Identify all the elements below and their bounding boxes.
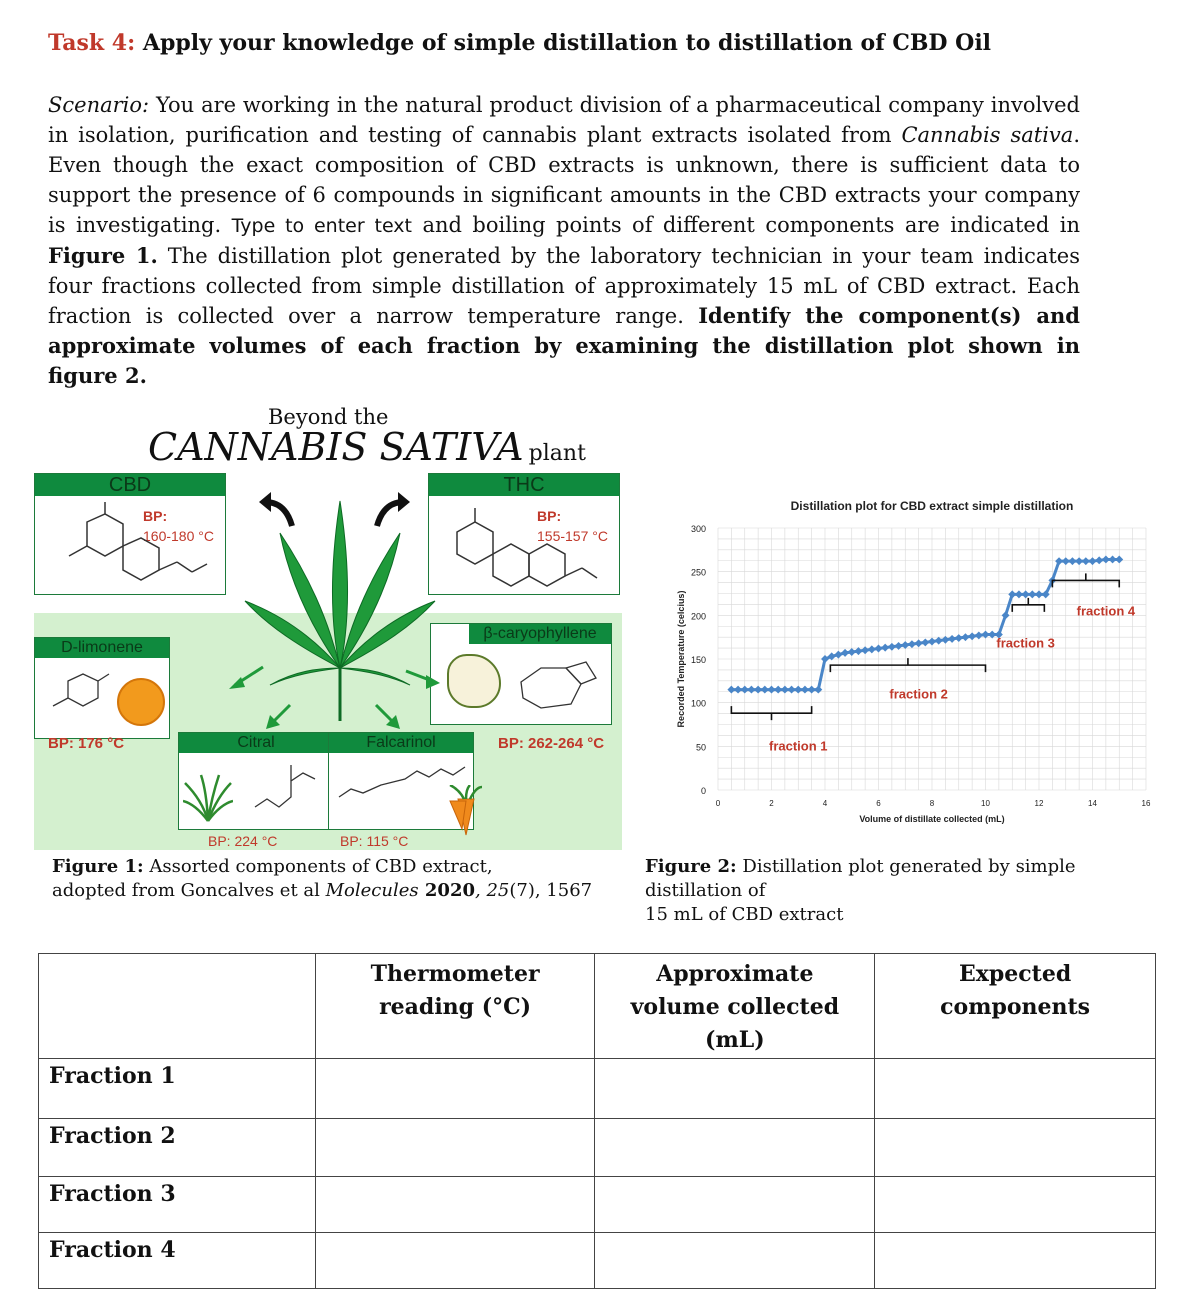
x-tick-label: 12 <box>1034 799 1044 808</box>
citral-header: Citral <box>179 733 333 753</box>
limonene-bp: BP: 176 °C <box>48 735 125 752</box>
header-components-line1: Expected <box>959 961 1072 987</box>
figure1-ref: Figure 1. <box>48 243 158 268</box>
arrow-limonene-icon <box>227 663 267 693</box>
data-point <box>955 634 963 642</box>
clove-flower-icon <box>447 654 501 708</box>
scenario-part1: You are working in the natural product division of a pharmaceutical company involved in isolation, purification and testing of cannabis plant extracts isolated from <box>48 93 1080 147</box>
thc-bp-value: 155-157 °C <box>537 528 608 544</box>
fraction-annotation: fraction 1 <box>768 738 828 754</box>
y-tick-label: 0 <box>700 786 706 796</box>
x-tick-label: 2 <box>769 799 774 808</box>
thc-structure-icon <box>437 502 612 592</box>
orange-fruit-icon <box>117 678 165 726</box>
table-row <box>39 1233 1156 1289</box>
falcarinol-bp: BP: 115 °C <box>340 833 409 849</box>
figure1-caption-label: Figure 1: <box>52 856 144 877</box>
fraction-3-label: Fraction 3 <box>39 1177 316 1233</box>
figure2-caption-text: Distillation plot generated by simple distillation of <box>645 856 1076 901</box>
table-row <box>39 1059 1156 1119</box>
fraction-annotation: fraction 2 <box>889 686 948 702</box>
cbd-bp-value: 160-180 °C <box>143 528 214 544</box>
fraction-3-components-cell[interactable] <box>875 1177 1156 1233</box>
data-point <box>961 633 969 641</box>
x-axis-label: Volume of distillate collected (mL) <box>859 814 1005 824</box>
caryophyllene-structure-icon <box>511 652 606 722</box>
fraction-1-label: Fraction 1 <box>39 1059 316 1119</box>
scenario-species: Cannabis sativa <box>901 123 1074 147</box>
figure1-caption-volume: , 25 <box>475 880 510 901</box>
data-point <box>935 637 943 645</box>
header-volume-line1: Approximate <box>656 961 814 987</box>
y-tick-label: 300 <box>690 524 706 534</box>
distillation-plot <box>648 490 1168 835</box>
x-tick-label: 0 <box>715 799 721 808</box>
cbd-box <box>34 473 226 595</box>
task-label: Task 4: <box>48 30 136 56</box>
figure2-chart <box>648 490 1168 835</box>
caryophyllene-box <box>430 623 612 725</box>
thc-header: THC <box>429 474 619 496</box>
data-point <box>821 655 829 663</box>
data-point <box>915 639 923 647</box>
data-point <box>975 631 983 639</box>
thc-box <box>428 473 620 595</box>
data-point <box>834 651 842 659</box>
x-tick-label: 8 <box>929 799 935 808</box>
figure1 <box>32 405 622 850</box>
data-point <box>921 638 929 646</box>
x-tick-label: 4 <box>822 799 828 808</box>
y-tick-label: 50 <box>695 742 706 753</box>
cbd-header: CBD <box>35 474 225 496</box>
data-point <box>848 648 856 656</box>
fraction-1-volume-cell[interactable] <box>595 1059 875 1119</box>
data-point <box>814 686 822 694</box>
citral-structure-icon <box>249 757 329 817</box>
fraction-2-label: Fraction 2 <box>39 1119 316 1177</box>
answer-table <box>38 953 1156 1289</box>
figure2-caption-label: Figure 2: <box>645 856 737 877</box>
data-point <box>1095 556 1103 564</box>
data-point <box>841 649 849 657</box>
data-point <box>1089 557 1097 565</box>
scenario-part2: . Even though the exact composition of CBD extracts is unknown, there is sufficient data to support the presence of 6 compounds in significant amounts in the CBD extracts your company is investigating. <box>48 123 1080 237</box>
data-point <box>888 643 896 651</box>
caryophyllene-bp: BP: 262-264 °C <box>498 735 605 752</box>
y-tick-label: 200 <box>690 611 706 622</box>
y-axis-label: Recorded Temperature (celcius) <box>676 590 686 728</box>
figure2-caption-line2: 15 mL of CBD extract <box>645 904 844 925</box>
header-components-line2: components <box>940 994 1091 1020</box>
task-title <box>48 30 991 56</box>
figure2-caption <box>645 855 1175 927</box>
chart-title: Distillation plot for CBD extract simple distillation <box>790 499 1074 513</box>
citral-bp: BP: 224 °C <box>208 833 278 849</box>
arrow-falcarinol-icon <box>372 701 402 731</box>
scenario-lead: Scenario: <box>48 93 150 117</box>
fraction-3-temperature-cell[interactable] <box>315 1177 595 1233</box>
figure1-caption-rest: (7), 1567 <box>509 880 593 901</box>
figure1-caption <box>52 855 592 903</box>
data-point <box>968 632 976 640</box>
fraction-4-temperature-cell[interactable] <box>315 1233 595 1289</box>
header-volume-line3: (mL) <box>705 1027 765 1053</box>
fraction-annotation: fraction 3 <box>996 635 1055 651</box>
header-thermometer-line2: reading (°C) <box>379 994 532 1020</box>
fraction-1-components-cell[interactable] <box>875 1059 1156 1119</box>
header-thermometer-line1: Thermometer <box>370 961 540 987</box>
fraction-bracket <box>1052 580 1119 587</box>
fraction-annotation: fraction 4 <box>1076 603 1136 619</box>
scenario-part3: and boiling points of different components are indicated in <box>412 213 1080 237</box>
limonene-box <box>34 637 170 739</box>
limonene-header: D-limonene <box>35 638 169 658</box>
fraction-bracket <box>830 665 985 672</box>
figure1-plant: plant <box>528 441 586 466</box>
figure1-caption-source: adopted from Goncalves et al <box>52 880 326 901</box>
y-tick-label: 100 <box>690 698 706 709</box>
header-volume-line2: volume collected <box>630 994 840 1020</box>
fraction-4-components-cell[interactable] <box>875 1233 1156 1289</box>
y-tick-label: 250 <box>690 567 706 578</box>
header-thermometer <box>315 954 595 1059</box>
lemongrass-icon <box>183 773 233 823</box>
fraction-2-components-cell[interactable] <box>875 1119 1156 1177</box>
table-header-row <box>39 954 1156 1059</box>
fraction-2-volume-cell[interactable] <box>595 1119 875 1177</box>
limonene-structure-icon <box>43 666 113 726</box>
caryophyllene-header: β-caryophyllene <box>469 624 611 644</box>
arrow-citral-icon <box>264 701 294 731</box>
header-blank-cell <box>39 954 316 1059</box>
fraction-bracket <box>1012 605 1044 612</box>
y-tick-label: 150 <box>690 655 706 665</box>
citral-box <box>178 732 334 830</box>
data-point <box>908 640 916 648</box>
data-point <box>895 642 903 650</box>
data-point <box>868 645 876 653</box>
scenario-instruction: Identify the component(s) and approximate volumes of each fraction by examining the distillation plot shown in figure 2. <box>48 303 1080 388</box>
figure1-headline-text: CANNABIS SATIVA <box>148 425 524 469</box>
figure1-caption-journal: Molecules <box>325 880 419 901</box>
data-point <box>928 638 936 646</box>
task-heading: Apply your knowledge of simple distillation to distillation of CBD Oil <box>142 30 992 56</box>
cbd-structure-icon <box>47 502 217 592</box>
header-volume <box>595 954 875 1059</box>
arrow-caryophyllene-icon <box>402 663 442 693</box>
figure1-headline <box>148 425 586 469</box>
fraction-3-volume-cell[interactable] <box>595 1177 875 1233</box>
scenario-part4: The distillation plot generated by the laboratory technician in your team indicates four fractions collected from simple distillation of approximately 15 mL of CBD extract. Each fraction is collected over a narrow temperature range. <box>48 244 1081 328</box>
table-row <box>39 1119 1156 1177</box>
scenario-paragraph <box>48 90 1080 391</box>
data-point <box>861 646 869 654</box>
fraction-4-label: Fraction 4 <box>39 1233 316 1289</box>
cbd-bp-label: BP: <box>143 508 168 524</box>
figure1-beyond: Beyond the <box>268 405 389 429</box>
type-to-enter-text-box[interactable]: Type to enter text <box>231 215 412 237</box>
x-tick-label: 10 <box>981 799 990 808</box>
falcarinol-header: Falcarinol <box>329 733 473 753</box>
fraction-2-temperature-cell[interactable] <box>315 1119 595 1177</box>
x-tick-label: 16 <box>1141 799 1151 808</box>
data-point <box>1002 611 1010 619</box>
data-point <box>948 635 956 643</box>
x-tick-label: 14 <box>1088 799 1097 808</box>
x-tick-label: 6 <box>876 799 881 808</box>
thc-bp-label: BP: <box>537 508 562 524</box>
table-row <box>39 1177 1156 1233</box>
data-point <box>881 644 889 652</box>
fraction-4-volume-cell[interactable] <box>595 1233 875 1289</box>
carrot-icon <box>444 785 484 837</box>
header-components <box>875 954 1156 1059</box>
figure1-caption-year: 2020 <box>418 880 475 901</box>
data-point <box>1115 555 1123 563</box>
data-point <box>875 645 883 653</box>
figure1-caption-text: Assorted components of CBD extract, <box>143 856 493 877</box>
fraction-1-temperature-cell[interactable] <box>315 1059 595 1119</box>
